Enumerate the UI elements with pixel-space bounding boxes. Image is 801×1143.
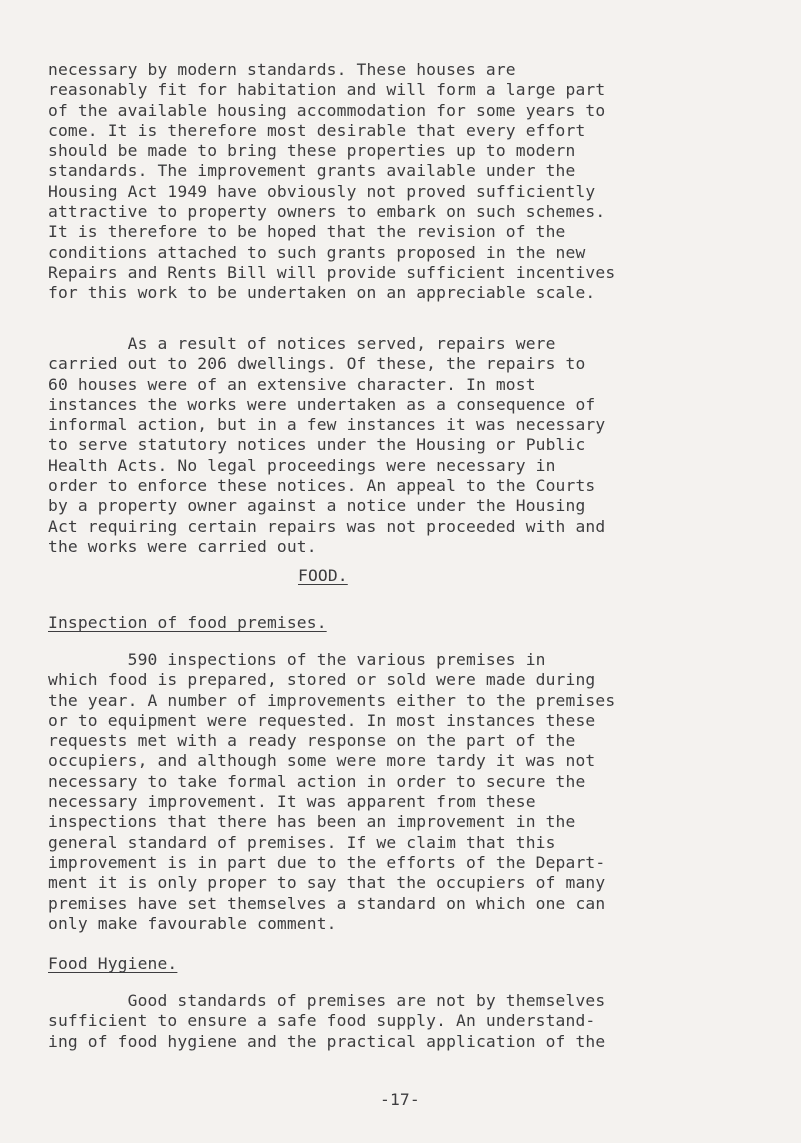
text-line: conditions attached to such grants proposed in the new: [48, 242, 586, 262]
text-line: general standard of premises. If we claim that this: [48, 832, 556, 852]
text-line: of the available housing accommodation for some years to: [48, 100, 606, 120]
text-line: or to equipment were requested. In most instances these: [48, 710, 596, 730]
text-line: should be made to bring these properties up to modern: [48, 141, 576, 161]
text-line: 590 inspections of the various premises in: [48, 650, 546, 669]
subheading-inspection-of-food-premises: Inspection of food premises.: [48, 613, 327, 632]
page-number: -17-: [380, 1090, 420, 1109]
section-heading-food: FOOD.: [298, 566, 348, 585]
text-line: Health Acts. No legal proceedings were necessary in: [48, 455, 556, 475]
text-line: reasonably fit for habitation and will form a large part: [48, 80, 606, 100]
text-line: standards. The improvement grants available under the: [48, 161, 576, 181]
text-line: for this work to be undertaken on an appreciable scale.: [48, 283, 596, 303]
paragraph-food-hygiene: [48, 991, 788, 1052]
paragraph-housing-standards: [48, 60, 788, 304]
text-line: necessary to take formal action in order to secure the: [48, 771, 586, 791]
text-line: ing of food hygiene and the practical application of the: [48, 1031, 606, 1051]
text-line: come. It is therefore most desirable that every effort: [48, 120, 586, 140]
text-line: necessary by modern standards. These houses are: [48, 60, 516, 79]
text-line: 60 houses were of an extensive character. In most: [48, 374, 536, 394]
text-line: order to enforce these notices. An appeal to the Courts: [48, 476, 596, 496]
text-line: Housing Act 1949 have obviously not proved sufficiently: [48, 181, 596, 201]
text-line: the year. A number of improvements either to the premises: [48, 690, 616, 710]
text-line: instances the works were undertaken as a consequence of: [48, 394, 596, 414]
text-line: by a property owner against a notice under the Housing: [48, 496, 586, 516]
text-line: attractive to property owners to embark on such schemes.: [48, 202, 606, 222]
text-line: As a result of notices served, repairs were: [48, 334, 556, 353]
text-line: which food is prepared, stored or sold were made during: [48, 670, 596, 690]
text-line: informal action, but in a few instances it was necessary: [48, 415, 606, 435]
text-line: the works were carried out.: [48, 536, 317, 556]
text-line: carried out to 206 dwellings. Of these, the repairs to: [48, 354, 586, 374]
text-line: necessary improvement. It was apparent from these: [48, 792, 536, 812]
text-line: Act requiring certain repairs was not proceeded with and: [48, 516, 606, 536]
text-line: ment it is only proper to say that the occupiers of many: [48, 873, 606, 893]
text-line: occupiers, and although some were more tardy it was not: [48, 751, 596, 771]
text-line: premises have set themselves a standard on which one can: [48, 893, 606, 913]
text-line: Repairs and Rents Bill will provide sufficient incentives: [48, 262, 616, 282]
text-line: improvement is in part due to the efforts of the Depart-: [48, 852, 606, 872]
text-line: Good standards of premises are not by themselves: [48, 991, 606, 1010]
text-line: inspections that there has been an improvement in the: [48, 812, 576, 832]
subheading-food-hygiene: Food Hygiene.: [48, 954, 178, 973]
text-line: only make favourable comment.: [48, 913, 337, 933]
paragraph-repairs: [48, 334, 788, 557]
text-line: to serve statutory notices under the Housing or Public: [48, 435, 586, 455]
text-line: It is therefore to be hoped that the revision of the: [48, 222, 566, 242]
text-line: sufficient to ensure a safe food supply. An understand-: [48, 1011, 596, 1031]
text-line: requests met with a ready response on the part of the: [48, 731, 576, 751]
paragraph-food-inspections: [48, 650, 788, 934]
